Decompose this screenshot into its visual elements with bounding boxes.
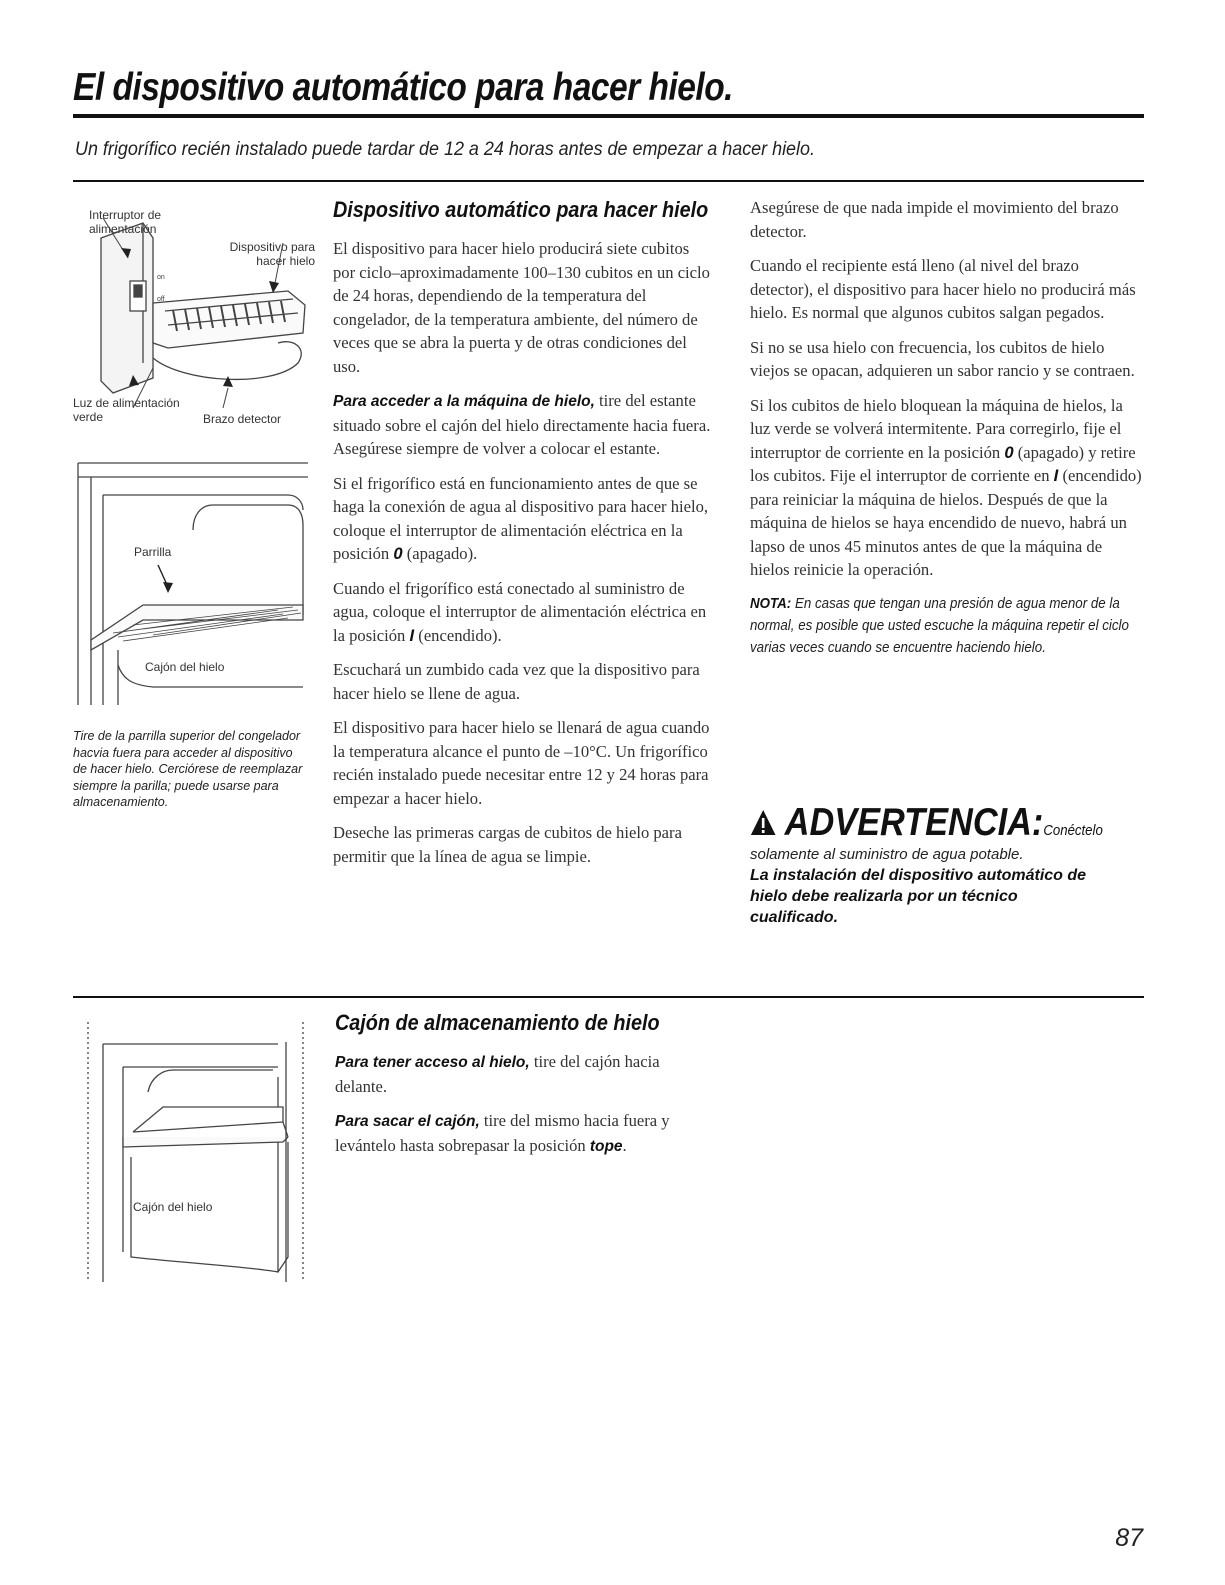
ice-bin-figure (73, 1012, 318, 1287)
paragraph-text: Si los cubitos de hielo bloquean la máquina de hielos, la luz verde se volverá intermitente. Para corregirlo, fije el interruptor de corriente en la posición (750, 395, 1123, 462)
label-power-switch: Interruptor de alimentación (89, 208, 162, 236)
section-heading-ice-maker: Dispositivo automático para hacer hielo (333, 197, 709, 222)
paragraph: Deseche las primeras cargas de cubitos de hielo para permitir que la línea de agua se limpie. (333, 823, 682, 866)
off-symbol: 0 (393, 544, 403, 563)
paragraph-text: Si el frigorífico está en funcionamiento antes de que se haga la conexión de agua al dispositivo para hacer hielo, coloque el interruptor de alimentación eléctrica en la posición (333, 473, 709, 563)
paragraph-text: tire del cajón hacia delante. (335, 1052, 660, 1096)
switch-on-text: on (157, 274, 165, 281)
paragraph-text: (encendido). (414, 625, 502, 645)
label-shelf: Parrilla (134, 545, 172, 559)
label-ice-bin: Cajón del hielo (145, 660, 225, 674)
paragraph: Si no se usa hielo con frecuencia, los cubitos de hielo viejos se opacan, adquieren un sabor rancio y se contraen. (750, 337, 1135, 380)
paragraph: El dispositivo para hacer hielo producirá siete cubitos por ciclo–aproximadamente 100–130 cubitos en un ciclo de 24 horas, dependiendo de la temperatura del congelador, de la temperatura ambiente, del número de veces que se abra la puerta y de otras condiciones del uso. (333, 239, 710, 376)
paragraph-text: tire del estante situado sobre el cajón del hielo directamente hacia fuera. Asegúrese siempre de volver a colocar el estante. (333, 391, 711, 458)
warning-triangle-icon (750, 808, 776, 836)
lead-text: Para sacar el cajón, (335, 1113, 480, 1130)
warning-bold-text: La instalación del dispositivo automático de hielo debe realizarla por un técnico cualificado. (750, 867, 1087, 926)
paragraph (335, 1109, 715, 1158)
page-title: El dispositivo automático para hacer hielo. (73, 66, 733, 109)
paragraph-text: (apagado) y retire los cubitos. Fije el interruptor de corriente en (750, 442, 1136, 485)
warning-text (750, 844, 1110, 928)
column-middle (333, 237, 713, 879)
paragraph-text: . (622, 1135, 627, 1155)
paragraph: Cuando el recipiente está lleno (al nivel del brazo detector), el dispositivo para hacer hielo no producirá más hielo. Es normal que algunos cubitos salgan pegados. (750, 256, 1136, 322)
off-symbol: 0 (1004, 442, 1014, 462)
ice-bin-illustration (73, 1012, 318, 1287)
section-heading-ice-storage: Cajón de almacenamiento de hielo (335, 1010, 660, 1035)
label-green-light: Luz de alimentación verde (73, 396, 180, 424)
paragraph-text: Cuando el frigorífico está conectado al suministro de agua, coloque el interruptor de alimentación eléctrica en la posición (333, 578, 707, 645)
paragraph-text: (encendido) para reiniciar la máquina de hielos. Después de que la máquina de hielos se haya encendido de nuevo, habrá un lapso de unos 45 minutos antes de que la máquina de hielos reinicie la operación. (750, 466, 1142, 579)
paragraph-text: tire del mismo hacia fuera y levántelo hasta sobrepasar la posición (335, 1111, 670, 1155)
paragraph (750, 394, 1145, 582)
switch-off-text: off (157, 296, 165, 303)
paragraph (333, 577, 713, 648)
on-symbol: I (1053, 466, 1059, 485)
warning-title: ADVERTENCIA: (784, 801, 1044, 844)
section-rule-bottom (73, 996, 1144, 998)
title-rule (73, 114, 1144, 118)
warning-heading (750, 801, 1103, 845)
page-subtitle: Un frigorífico recién instalado puede tardar de 12 a 24 horas antes de empezar a hacer hielo. (75, 138, 815, 160)
section-storage-text (335, 1050, 715, 1169)
note-label: NOTA: (750, 595, 792, 612)
paragraph (333, 472, 713, 566)
note-text: En casas que tengan una presión de agua menor de la normal, es posible que usted escuche la máquina repetir el ciclo varias veces cuando se encuentre haciendo hielo. (750, 595, 1129, 656)
page-number: 87 (1115, 1524, 1143, 1552)
paragraph: Escuchará un zumbido cada vez que la dispositivo para hacer hielo se llene de agua. (333, 660, 700, 703)
shelf-figure (73, 455, 318, 715)
shelf-illustration (73, 455, 318, 715)
paragraph-text: (apagado). (402, 544, 478, 563)
paragraph (333, 389, 713, 461)
ice-maker-figure (73, 193, 318, 438)
label-ice-device: Dispositivo para hacer hielo (229, 240, 315, 268)
column-right (750, 196, 1145, 659)
label-ice-bin: Cajón del hielo (133, 1200, 213, 1214)
note (750, 593, 1136, 659)
warning-line: solamente al suministro de agua potable. (750, 846, 1024, 863)
warning-title-suffix: Conéctelo (1043, 822, 1103, 839)
label-detector-arm: Brazo detector (203, 412, 282, 426)
paragraph: El dispositivo para hacer hielo se llenará de agua cuando la temperatura alcance el punto de –10°C. Un frigorífico recién instalado puede necesitar entre 12 y 24 horas para empezar a hacer hielo. (333, 718, 710, 808)
section-rule-top (73, 180, 1144, 182)
paragraph (335, 1050, 715, 1098)
warning-block (750, 801, 1151, 845)
stop-position-text: tope (589, 1137, 623, 1155)
lead-text: Para tener acceso al hielo, (335, 1054, 530, 1071)
figure-caption: Tire de la parrilla superior del congelador hacvia fuera para acceder al dispositivo de hacer hielo. Cerciórese de reemplazar siempre la parilla; puede usarse para almacenamiento. (73, 729, 303, 809)
on-symbol: I (409, 625, 415, 645)
paragraph: Asegúrese de que nada impide el movimiento del brazo detector. (750, 198, 1119, 241)
lead-text: Para acceder a la máquina de hielo, (333, 393, 595, 410)
